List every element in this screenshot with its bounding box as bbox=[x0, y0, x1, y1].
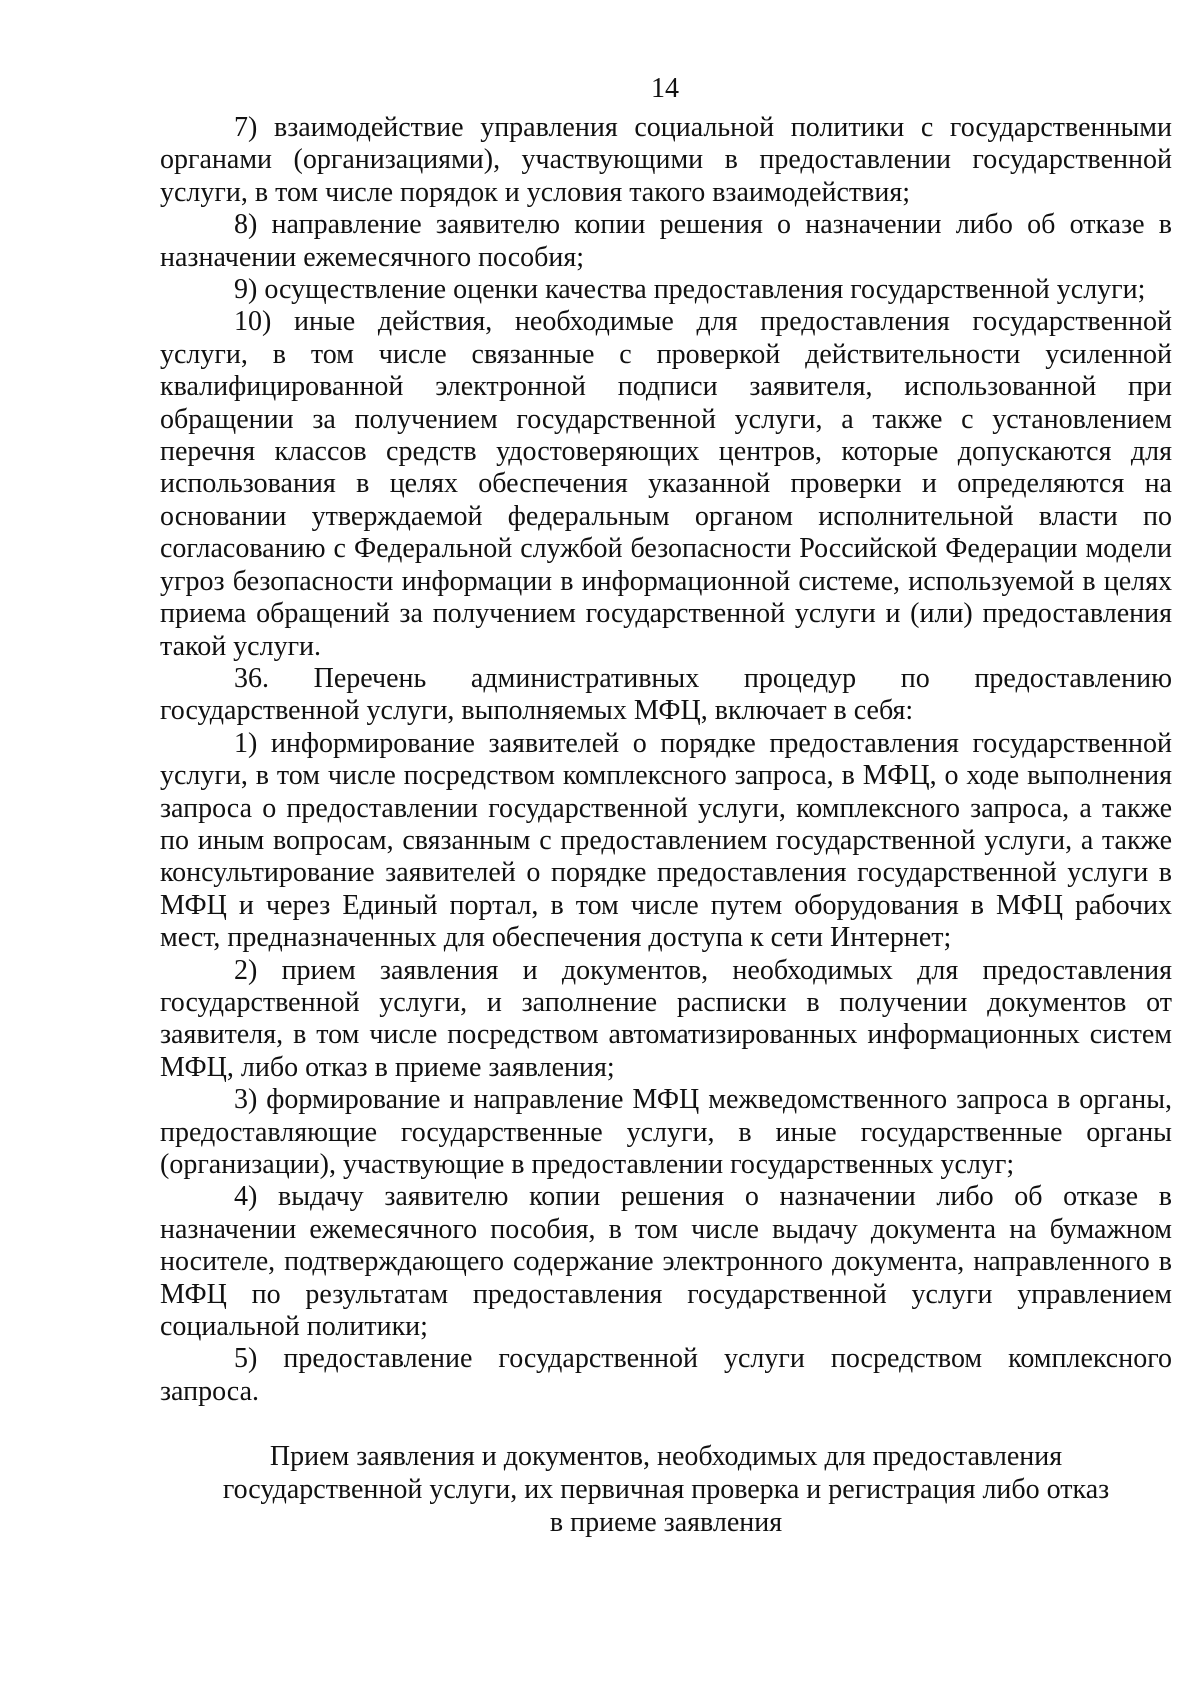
list-item-7: 7) взаимодействие управления социальной политики с государственными органами (организациями), участвующими в предоставлении государственной услуги, в том числе порядок и условия такого взаимодействия; bbox=[160, 112, 1172, 208]
mfc-item-2: 2) прием заявления и документов, необходимых для предоставления государственной услуги, и заполнение расписки в получении документов от заявителя, в том числе посредством автоматизированных информационных систем МФЦ, либо отказ в приеме заявления; bbox=[160, 954, 1172, 1083]
list-item-10: 10) иные действия, необходимые для предоставления государственной услуги, в том числе связанные с проверкой действительности усиленной квалифицированной электронной подписи заявителя, использованной при обращении за получением государственной услуги, а также с установлением перечня классов средств удостоверяющих центров, которые допускаются для использования в целях обеспечения указанной проверки и определяются на основании утверждаемой федеральным органом исполнительной власти по согласованию с Федеральной службой безопасности Российской Федерации модели угроз безопасности информации в информационной системе, используемой в целях приема обращений за получением государственной услуги и (или) предоставления такой услуги. bbox=[160, 306, 1172, 662]
mfc-item-4: 4) выдачу заявителю копии решения о назначении либо об отказе в назначении ежемесячного пособия, в том числе выдачу документа на бумажном носителе, подтверждающего содержание электронного документа, направленного в МФЦ по результатам предоставления государственной услуги управлением социальной политики; bbox=[160, 1181, 1172, 1343]
heading-line-1: Прием заявления и документов, необходимых для предоставления bbox=[269, 1441, 1063, 1472]
heading-line-2: государственной услуги, их первичная проверка и регистрация либо отказ bbox=[222, 1474, 1110, 1505]
mfc-item-1: 1) информирование заявителей о порядке предоставления государственной услуги, в том числе посредством комплексного запроса, в МФЦ, о ходе выполнения запроса о предоставлении государственной услуги, комплексного запроса, а также по иным вопросам, связанным с предоставлением государственной услуги, а также консультирование заявителей о порядке предоставления государственной услуги в МФЦ и через Единый портал, в том числе путем оборудования в МФЦ рабочих мест, предназначенных для обеспечения доступа к сети Интернет; bbox=[160, 727, 1172, 954]
document-body bbox=[160, 112, 1172, 1408]
mfc-item-3: 3) формирование и направление МФЦ межведомственного запроса в органы, предоставляющие государственные услуги, в иные государственные органы (организации), участвующие в предоставлении государственных услуг; bbox=[160, 1084, 1172, 1180]
mfc-item-5: 5) предоставление государственной услуги посредством комплексного запроса. bbox=[160, 1343, 1172, 1407]
page-number: 14 bbox=[651, 73, 679, 104]
section-heading bbox=[160, 1440, 1172, 1539]
list-item-8: 8) направление заявителю копии решения о назначении либо об отказе в назначении ежемесячного пособия; bbox=[160, 209, 1172, 273]
list-item-9: 9) осуществление оценки качества предоставления государственной услуги; bbox=[234, 274, 1146, 306]
heading-line-3: в приеме заявления bbox=[549, 1507, 783, 1538]
clause-36: 36. Перечень административных процедур по предоставлению государственной услуги, выполняемых МФЦ, включает в себя: bbox=[160, 662, 1172, 727]
